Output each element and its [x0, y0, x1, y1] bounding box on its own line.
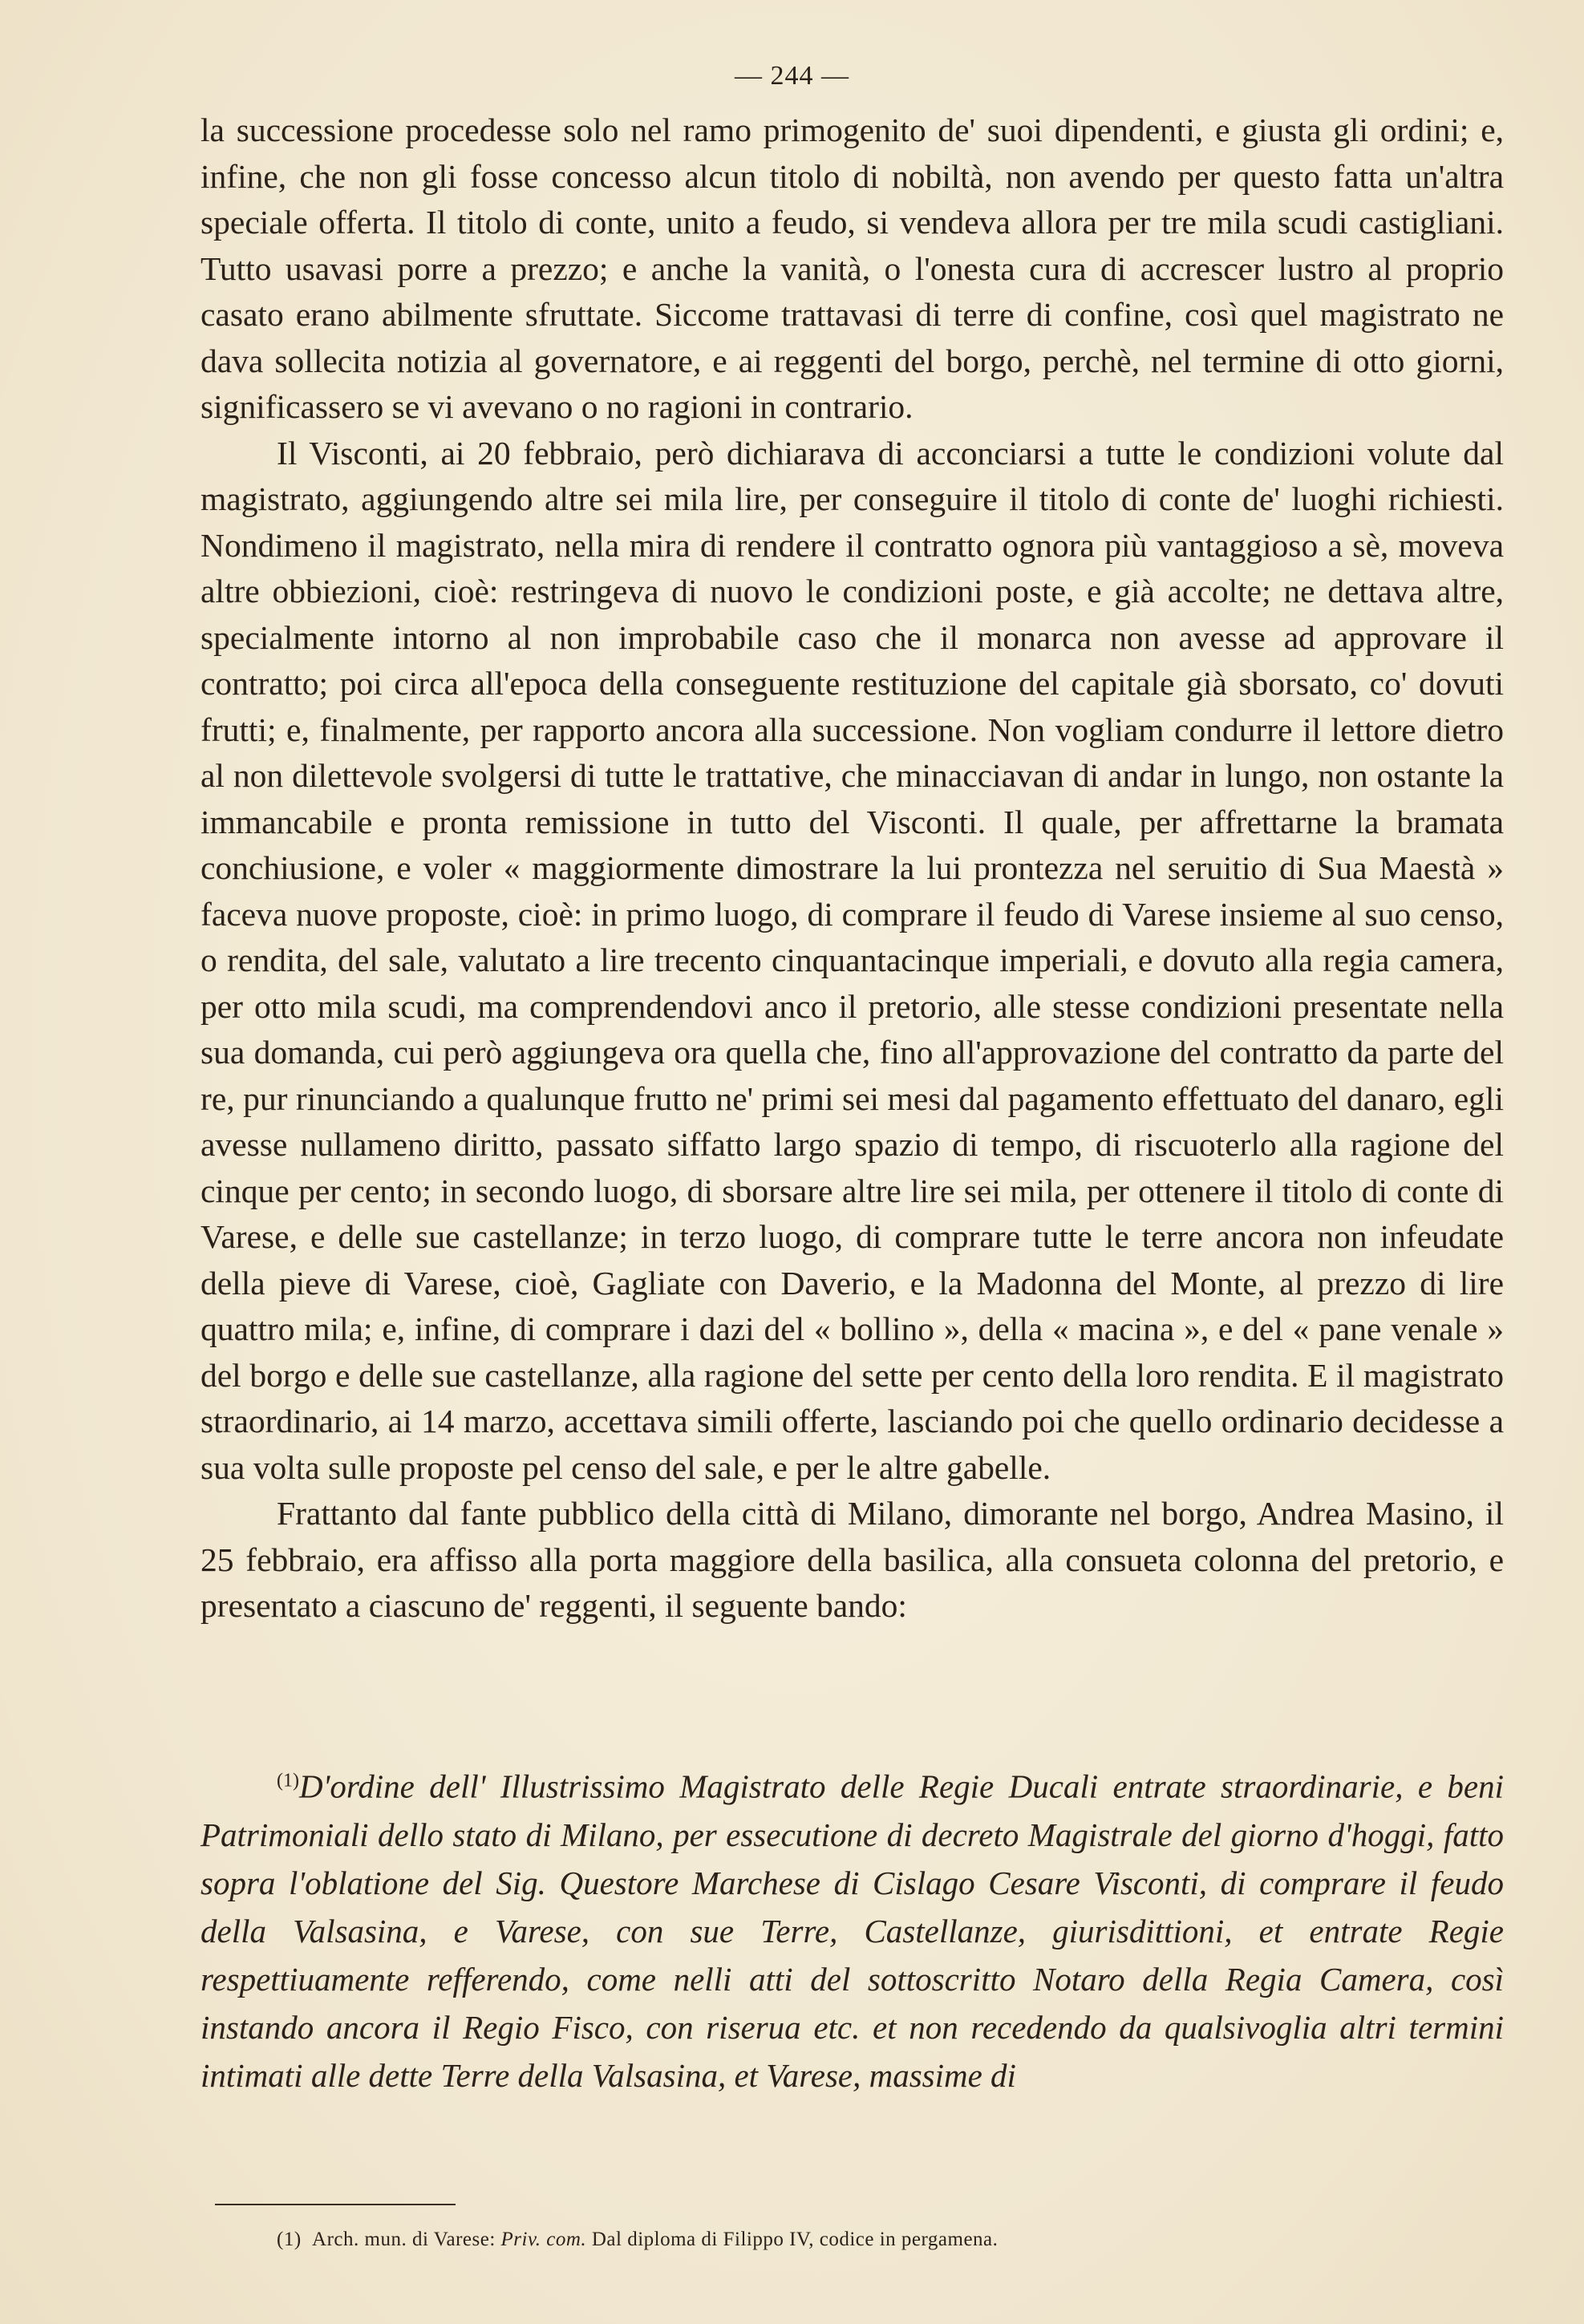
footnote-source: Arch. mun. di Varese: — [312, 2229, 496, 2250]
footnote-reference: (1) — [277, 1770, 299, 1791]
paragraph-2: Il Visconti, ai 20 febbraio, però dichiarava di acconciarsi a tutte le condizioni volute dal magistrato, aggiungendo altre sei mila lire, per conseguire il titolo di conte de' luoghi richiesti. Nondimeno il magistrato, nella mira di rendere il contratto ognora più vantaggioso a sè, moveva altre obbiezioni, cioè: restringeva di nuovo le condizioni poste, e già accolte; ne dettava altre, specialmente intorno al non improbabile caso che il monarca non avesse ad approvare il contratto; poi circa all'epoca della conseguente restituzione del capitale già sborsato, co' dovuti frutti; e, finalmente, per rapporto ancora alla successione. Non vogliam condurre il lettore dietro al non dilettevole svolgersi di tutte le trattative, che minacciavan di andar in lungo, non ostante la immancabile e pronta remissione in tutto del Visconti. Il quale, per affrettarne la bramata conchiusione, e voler « maggiormente dimostrare la lui prontezza nel seruitio di Sua Maestà » faceva nuove proposte, cioè: in primo luogo, di comprare il feudo di Varese insieme al suo censo, o rendita, del sale, valutato a lire trecento cinquantacinque imperiali, e dovuto alla regia camera, per otto mila scudi, ma comprendendovi anco il pretorio, alle stesse condizioni presentate nella sua domanda, cui però aggiungeva ora quella che, fino all'approvazione del contratto da parte del re, pur rinunciando a qualunque frutto ne' primi sei mesi dal pagamento effettuato del danaro, egli avesse nullameno diritto, passato siffatto largo spazio di tempo, di riscuoterlo alla ragione del cinque per cento; in secondo luogo, di sborsare altre lire sei mila, per ottenere il titolo di conte di Varese, e delle sue castellanze; in terzo luogo, di comprare tutte le terre ancora non infeudate della pieve di Varese, cioè, Gagliate con Daverio, e la Madonna del Monte, al prezzo di lire quattro mila; e, infine, di comprare i dazi del « bollino », della « macina », e del « pane venale » del borgo e delle sue castellanze, alla ragione del sette per cento della loro rendita. E il magistrato straordinario, ai 14 marzo, accettava simili offerte, lasciando poi che quello ordinario decidesse a sua volta sulle proposte pel censo del sale, e per le altre gabelle. — [201, 434, 1504, 1486]
footnote-italic: Priv. com. — [500, 2229, 587, 2250]
paragraph-1: la successione procedesse solo nel ramo primogenito de' suoi dipendenti, e giusta gli ordini; e, infine, che non gli fosse concesso alcun titolo di nobiltà, non avendo per questo fatta un'altra speciale offerta. Il titolo di conte, unito a feudo, si vendeva allora per tre mila scudi castigliani. Tutto usavasi porre a prezzo; e anche la vanità, o l'onesta cura di accrescer lustro al proprio casato erano abilmente sfruttate. Siccome trattavasi di terre di confine, così quel magistrato ne dava sollecita notizia al governatore, e ai reggenti del borgo, perchè, nel termine di otto giorni, significassero se vi avevano o no ragioni in contrario. — [201, 111, 1504, 425]
quoted-decree-text: D'ordine dell' Illustrissimo Magistrato delle Regie Ducali entrate straordinarie, e beni Patrimoniali dello stato di Milano, per essecutione di decreto Magistrale del giorno d'hoggi, fatto sopra l'oblatione del Sig. Questore Marchese di Cislago Cesare Visconti, di comprare il feudo della Valsasina, e Varese, con sue Terre, Castellanze, giurisdittioni, et entrate Regie respettiuamente refferendo, come nelli atti del sottoscritto Notaro della Regia Camera, così instando ancora il Regio Fisco, con riserua etc. et non recedendo da qualsivoglia altri termini intimati alle dette Terre della Valsasina, et Varese, massime di — [201, 1767, 1504, 2094]
page-number: — 244 — — [735, 61, 849, 91]
footnote-divider — [215, 2204, 456, 2205]
quoted-decree — [201, 1756, 1504, 2099]
footnote — [277, 2226, 1480, 2253]
footnote-number: (1) — [277, 2229, 302, 2250]
paragraph-3: Frattanto dal fante pubblico della città di Milano, dimorante nel borgo, Andrea Masino, il 25 febbraio, era affisso alla porta maggiore della basilica, alla consueta colonna del pretorio, e presentato a ciascuno de' reggenti, il seguente bando: — [201, 1495, 1504, 1624]
body-text — [201, 107, 1504, 1630]
footnote-detail: Dal diploma di Filippo IV, codice in pergamena. — [591, 2229, 999, 2250]
